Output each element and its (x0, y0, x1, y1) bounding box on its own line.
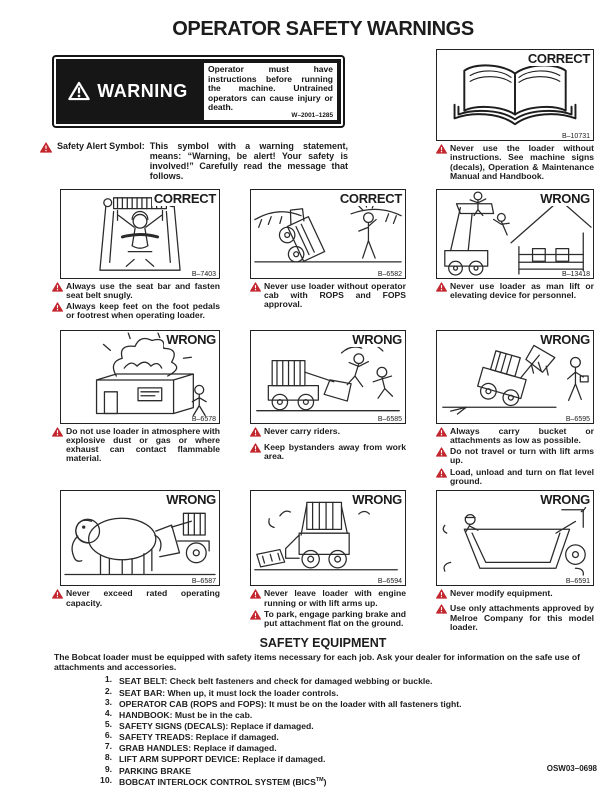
item-line (119, 753, 612, 764)
item-tail: ) (323, 776, 327, 787)
panel-verdict: WRONG (352, 331, 402, 347)
item-number: 9. (104, 763, 112, 774)
item-number: 4. (104, 707, 112, 718)
warning-label-left (56, 59, 200, 124)
item-number: 3. (104, 696, 112, 707)
alert-triangle-icon (250, 589, 261, 599)
alert-triangle-icon (250, 427, 261, 437)
warning-message: Operator must have instructions before running the machine. Untrained operators can cause injury or death. (208, 64, 333, 113)
panel-verdict: CORRECT (153, 190, 216, 206)
safety-alert-icon (40, 142, 52, 153)
panel-man-lift (436, 189, 594, 330)
panel-bucket-low (436, 330, 594, 487)
item-text: SAFETY TREADS: Replace if damaged. (119, 732, 279, 742)
caption-text: Never use the loader without instructions. See machine signs (decals), Operation & Maintenance Manual and Handbook. (450, 143, 594, 181)
caption (436, 468, 594, 487)
figure-code: B–7403 (191, 270, 216, 278)
panel-frame (250, 189, 406, 279)
panel-verdict: CORRECT (339, 190, 402, 206)
item-text: PARKING BRAKE (119, 765, 191, 776)
warning-label-text (204, 63, 337, 120)
alert-triangle-icon (250, 443, 261, 453)
panel-verdict: WRONG (540, 190, 590, 206)
alert-triangle-icon (52, 427, 63, 437)
caption-text: Keep bystanders away from work area. (264, 441, 406, 461)
alert-triangle-icon (436, 589, 447, 599)
caption (52, 427, 220, 464)
caption-text: Do not use loader in atmosphere with explosive dust or gas or where exhaust can contact flammable material. (66, 425, 220, 464)
warning-triangle-icon (68, 81, 90, 101)
item-line (119, 742, 612, 753)
panel-rated-capacity (52, 490, 220, 632)
caption-text: Do not travel or turn with lift arms up. (450, 446, 594, 466)
caption-text: Use only attachments approved by Melroe Company for this model loader. (450, 603, 594, 632)
safety-equipment-item (54, 687, 612, 698)
panel-unattended (250, 490, 406, 632)
safety-equipment-heading: SAFETY EQUIPMENT (259, 636, 387, 651)
item-line (119, 687, 612, 698)
warning-word: WARNING (97, 80, 188, 101)
item-text: LIFT ARM SUPPORT DEVICE: Replace if damaged. (119, 754, 326, 765)
document-code: OSW03–0698 (546, 764, 597, 773)
panel-instructions (436, 49, 594, 182)
safety-equipment-item (54, 753, 612, 764)
caption (250, 443, 406, 462)
alert-triangle-icon (52, 282, 63, 292)
caption (250, 589, 406, 608)
panel-frame (250, 330, 406, 424)
item-text: HANDBOOK: Must be in the cab. (119, 709, 253, 720)
panel-riders (250, 330, 406, 487)
caption (436, 144, 594, 181)
panel-frame (250, 490, 406, 586)
caption (436, 589, 594, 599)
item-number: 7. (104, 741, 112, 752)
header-section (52, 49, 602, 182)
panel-frame (60, 490, 220, 586)
alert-triangle-icon (436, 427, 447, 437)
panel-row-1 (52, 189, 602, 330)
caption-text: Never leave loader with engine running or with lift arms up. (264, 588, 406, 608)
safety-alert-label: Safety Alert Symbol: (57, 140, 145, 151)
item-line (119, 698, 612, 709)
panel-explosive-atmosphere (52, 330, 220, 487)
panel-seat-bar (52, 189, 220, 330)
item-text: GRAB HANDLES: Replace if damaged. (119, 743, 277, 754)
alert-triangle-icon (436, 144, 447, 154)
panel-frame (436, 490, 594, 586)
alert-triangle-icon (436, 468, 447, 478)
safety-alert-row (40, 141, 348, 182)
caption (436, 282, 594, 301)
safety-equipment-item (54, 720, 612, 731)
safety-equipment-list (54, 675, 612, 787)
caption (250, 282, 406, 310)
panel-frame (60, 330, 220, 424)
item-text: SEAT BELT: Check belt fasteners and check for damaged webbing or buckle. (119, 676, 433, 687)
alert-triangle-icon (436, 604, 447, 614)
alert-triangle-icon (436, 282, 447, 292)
item-line (119, 675, 612, 686)
item-number: 5. (104, 718, 112, 729)
panel-verdict: CORRECT (527, 51, 590, 66)
safety-equipment-item (54, 776, 612, 787)
caption-text: Always use the seat bar and fasten seat belt snugly. (66, 280, 220, 300)
item-sup: TM (315, 776, 324, 783)
item-line (119, 731, 612, 742)
warning-code: W–2001–1285 (291, 111, 333, 119)
item-line (119, 765, 612, 776)
safety-equipment-item (54, 742, 612, 753)
caption-text: Never use loader as man lift or elevating device for personnel. (450, 280, 594, 300)
item-number: 6. (104, 730, 112, 741)
panel-frame (436, 49, 594, 141)
caption (52, 282, 220, 301)
caption-text: Load, unload and turn on flat level ground. (450, 466, 594, 486)
caption-text: Never modify equipment. (450, 588, 553, 599)
item-number: 8. (104, 752, 112, 763)
alert-triangle-icon (250, 282, 261, 292)
panel-verdict: WRONG (540, 331, 590, 347)
item-number: 2. (104, 685, 112, 696)
figure-code: B–6585 (377, 415, 402, 423)
item-line (119, 776, 612, 787)
panel-rops-fops (250, 189, 406, 330)
caption (436, 604, 594, 632)
panel-verdict: WRONG (352, 492, 402, 508)
safety-equipment-item (54, 731, 612, 742)
figure-code: B–6591 (565, 578, 590, 586)
caption (436, 447, 594, 466)
panel-verdict: WRONG (540, 492, 590, 508)
panel-frame (436, 189, 594, 279)
alert-triangle-icon (436, 447, 447, 457)
item-text: SAFETY SIGNS (DECALS): Replace if damaged. (119, 720, 314, 731)
caption-text: Never carry riders. (264, 425, 340, 436)
caption-text: Always carry bucket or attachments as low as possible. (450, 425, 594, 445)
panel-row-2 (52, 330, 602, 487)
caption (436, 427, 594, 446)
item-number: 10. (100, 774, 112, 785)
figure-code: B–6595 (565, 415, 590, 423)
safety-equipment-intro: The Bobcat loader must be equipped with safety items necessary for each job. Ask your dealer for information on the safe use of attachments and accessories. (54, 652, 580, 672)
panel-verdict: WRONG (166, 492, 216, 508)
caption (250, 610, 406, 629)
safety-equipment-item (54, 709, 612, 720)
safety-alert-text: This symbol with a warning statement, means: “Warning, be alert! Your safety is involved!” Carefully read the message that follows. (149, 140, 348, 182)
item-line (119, 709, 612, 720)
figure-code: B–6594 (377, 578, 402, 586)
item-text: BOBCAT INTERLOCK CONTROL SYSTEM (BICS (119, 776, 316, 787)
item-text: OPERATOR CAB (ROPS and FOPS): It must be on the loader with all fasteners tight. (119, 698, 462, 709)
panel-row-3 (52, 490, 602, 632)
figure-code: B–13418 (561, 270, 590, 278)
page-title: OPERATOR SAFETY WARNINGS (172, 18, 474, 40)
panel-verdict: WRONG (166, 331, 216, 347)
figure-code: B–10731 (561, 133, 590, 140)
warning-label (52, 55, 345, 128)
safety-equipment-item (54, 675, 612, 686)
item-number: 1. (104, 674, 112, 685)
caption-text: Never exceed rated operating capacity. (66, 588, 220, 608)
safety-equipment-item (54, 698, 612, 709)
alert-triangle-icon (52, 589, 63, 599)
panel-frame (436, 330, 594, 424)
caption-text: Always keep feet on the foot pedals or footrest when operating loader. (66, 301, 220, 321)
item-text: SEAT BAR: When up, it must lock the loader controls. (119, 687, 339, 698)
figure-code: B–6587 (191, 578, 216, 586)
warning-intro-block (52, 49, 404, 182)
panel-modify-equipment (436, 490, 594, 632)
figure-code: B–6578 (191, 415, 216, 423)
item-line (119, 720, 612, 731)
safety-equipment-item (54, 765, 612, 776)
caption (52, 302, 220, 321)
caption (52, 589, 220, 608)
alert-triangle-icon (250, 610, 261, 620)
alert-triangle-icon (52, 302, 63, 312)
caption-text: To park, engage parking brake and put attachment flat on the ground. (264, 608, 406, 629)
caption-text: Never use loader without operator cab with ROPS and FOPS approval. (264, 280, 406, 310)
panel-frame (60, 189, 220, 279)
caption (250, 427, 406, 437)
figure-code: B–6582 (377, 270, 402, 278)
